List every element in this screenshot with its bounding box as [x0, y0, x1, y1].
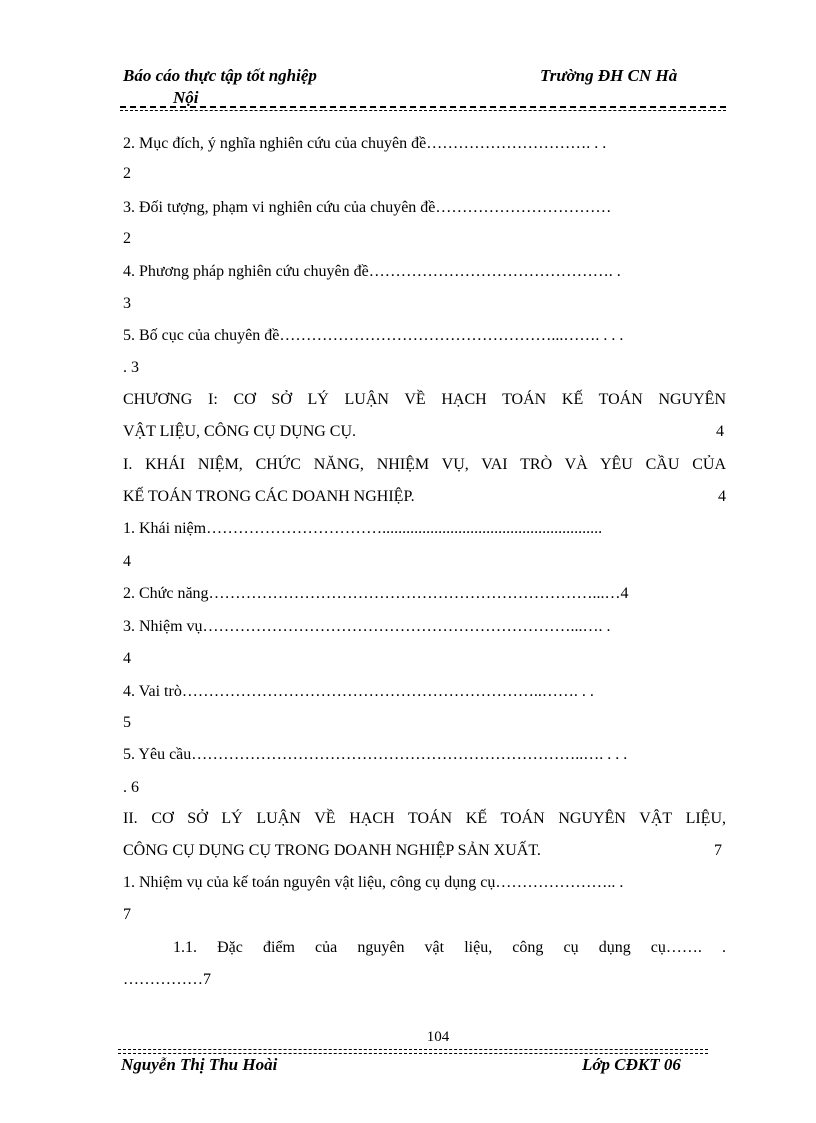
toc-page-number: 5	[123, 714, 131, 731]
toc-chapter-heading-continued	[123, 422, 726, 442]
toc-entry: 2. Mục đích, ý nghĩa nghiên cứu của chuyên đề…………………………. . .	[123, 135, 607, 152]
header-divider	[120, 106, 726, 108]
toc-entry: 4. Phương pháp nghiên cứu chuyên đề………………………………………. .	[123, 263, 621, 280]
toc-page-number: 4	[123, 650, 131, 667]
toc-entry: 3. Đối tượng, phạm vi nghiên cứu của chuyên đề……………………………	[123, 199, 612, 216]
toc-section-heading-continued	[123, 841, 726, 861]
toc-page-number: . 6	[123, 779, 139, 796]
toc-entry: 3. Nhiệm vụ……………………………………………………………...…. .	[123, 618, 611, 635]
toc-page-number: 7	[123, 906, 131, 923]
toc-chapter-heading: CHƯƠNG I: CƠ SỞ LÝ LUẬN VỀ HẠCH TOÁN KẾ TOÁN NGUYÊN	[123, 391, 726, 408]
toc-heading-text: CÔNG CỤ DỤNG CỤ TRONG DOANH NGHIỆP SẢN XUẤT.	[123, 842, 541, 859]
footer-divider	[118, 1049, 708, 1050]
footer-class: Lớp CĐKT 06	[582, 1055, 681, 1074]
toc-page-number: . 3	[123, 359, 139, 376]
toc-page-number: 4	[716, 423, 724, 440]
toc-entry: 1. Nhiệm vụ của kế toán nguyên vật liệu, công cụ dụng cụ………………….. .	[123, 874, 624, 891]
header-divider-secondary	[120, 110, 726, 111]
toc-section-heading-continued	[123, 487, 726, 507]
toc-page-number: 2	[123, 165, 131, 182]
toc-page-number: 4	[718, 488, 726, 505]
toc-entry: 5. Yêu cầu………………………………………………………………..…. . . .	[123, 746, 628, 763]
toc-page-number: 3	[123, 295, 131, 312]
toc-subentry-continued: ……………7	[123, 971, 211, 988]
toc-section-heading: I. KHÁI NIỆM, CHỨC NĂNG, NHIỆM VỤ, VAI TRÒ VÀ YÊU CẦU CỦA	[123, 456, 726, 473]
header-left-title-continued: Nội	[173, 88, 199, 107]
toc-page-number: 7	[714, 842, 722, 859]
toc-page-number: 4	[123, 553, 131, 570]
toc-heading-text: VẬT LIỆU, CÔNG CỤ DỤNG CỤ.	[123, 423, 357, 440]
toc-entry: 4. Vai trò…………………………………………………………..……. . .	[123, 683, 594, 700]
page-number: 104	[426, 1029, 450, 1045]
toc-page-number: 2	[123, 230, 131, 247]
toc-entry: 5. Bố cục của chuyên đề……………………………………………...……. . . .	[123, 327, 624, 344]
toc-entry: 1. Khái niệm…………………………….......................................................	[123, 520, 603, 537]
toc-section-heading: II. CƠ SỞ LÝ LUẬN VỀ HẠCH TOÁN KẾ TOÁN NGUYÊN VẬT LIỆU,	[123, 810, 726, 827]
footer-author: Nguyễn Thị Thu Hoài	[121, 1055, 278, 1074]
header-right-title: Trường ĐH CN Hà	[540, 66, 678, 85]
header-left-title: Báo cáo thực tập tốt nghiệp	[123, 66, 317, 85]
toc-entry: 2. Chức năng………………………………………………………………...…4	[123, 585, 629, 602]
footer-divider-secondary	[118, 1053, 708, 1054]
toc-subentry: 1.1. Đặc điểm của nguyên vật liệu, công cụ dụng cụ……. .	[173, 939, 726, 956]
toc-heading-text: KẾ TOÁN TRONG CÁC DOANH NGHIỆP.	[123, 488, 415, 505]
